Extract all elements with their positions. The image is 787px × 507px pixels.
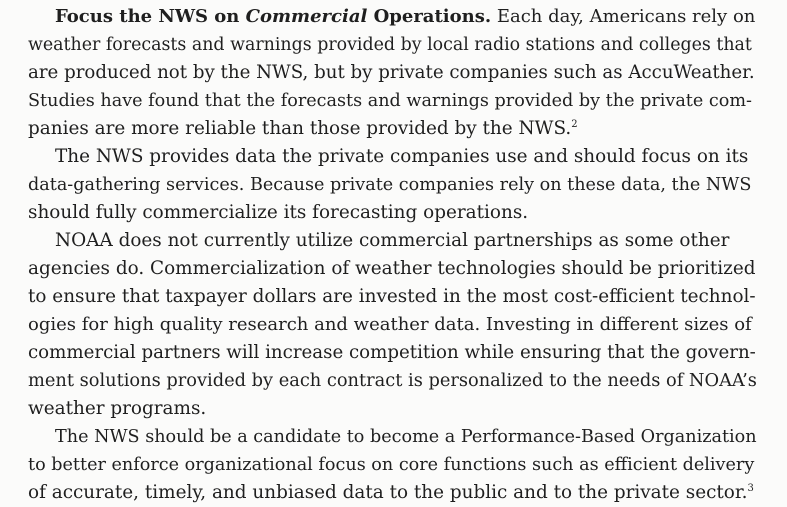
paragraph-line: Studies have found that the forecasts and warnings provided by the private com- bbox=[28, 91, 752, 111]
heading-text: Focus the NWS on bbox=[55, 6, 246, 27]
paragraph-line: commercial partners will increase competition while ensuring that the govern- bbox=[28, 342, 756, 363]
paragraph-line: weather forecasts and warnings provided by local radio stations and colleges that bbox=[28, 35, 752, 55]
paragraph-line: data-gathering services. Because private companies rely on these data, the NWS bbox=[28, 175, 752, 195]
paragraph-line bbox=[28, 479, 758, 507]
heading-text: Operations. bbox=[367, 6, 492, 27]
paragraph-noaa-partnerships bbox=[28, 227, 758, 423]
paragraph-text: panies are more reliable than those provided by the NWS. bbox=[28, 118, 572, 139]
paragraph-line bbox=[28, 115, 758, 143]
paragraph-line: to ensure that taxpayer dollars are invested in the most cost-efficient technol- bbox=[28, 286, 756, 307]
paragraph-line: are produced not by the NWS, but by private companies such as AccuWeather. bbox=[28, 62, 755, 83]
paragraph-performance-based-organization bbox=[28, 423, 758, 507]
footnote-marker[interactable]: 3 bbox=[747, 483, 754, 494]
paragraph-line: should fully commercialize its forecasting operations. bbox=[28, 202, 529, 223]
paragraph-line: ogies for high quality research and weather data. Investing in different sizes of bbox=[28, 314, 752, 335]
paragraph-line: to better enforce organizational focus on core functions such as efficient delivery bbox=[28, 455, 755, 475]
footnote-marker[interactable]: 2 bbox=[571, 119, 578, 130]
paragraph-line: NOAA does not currently utilize commercial partnerships as some other bbox=[55, 230, 730, 251]
paragraph-line: weather programs. bbox=[28, 398, 207, 419]
paragraph-line: The NWS should be a candidate to become a Performance-Based Organization bbox=[55, 427, 757, 447]
heading-emphasis: Commercial bbox=[245, 6, 368, 27]
paragraph-text: of accurate, timely, and unbiased data to the public and to the private sector. bbox=[28, 482, 748, 503]
paragraph-line: agencies do. Commercialization of weather technologies should be prioritized bbox=[28, 258, 756, 279]
paragraph-line: The NWS provides data the private companies use and should focus on its bbox=[55, 146, 749, 167]
paragraph-line: ment solutions provided by each contract is personalized to the needs of NOAA’s bbox=[28, 370, 757, 391]
paragraph-text: Each day, Americans rely on bbox=[491, 6, 756, 27]
section-heading bbox=[55, 6, 491, 27]
paragraph-nws-data-services bbox=[28, 143, 758, 227]
paragraph-nws-commercial-operations bbox=[28, 3, 758, 143]
document-body bbox=[28, 3, 758, 507]
paragraph-line bbox=[28, 3, 758, 31]
